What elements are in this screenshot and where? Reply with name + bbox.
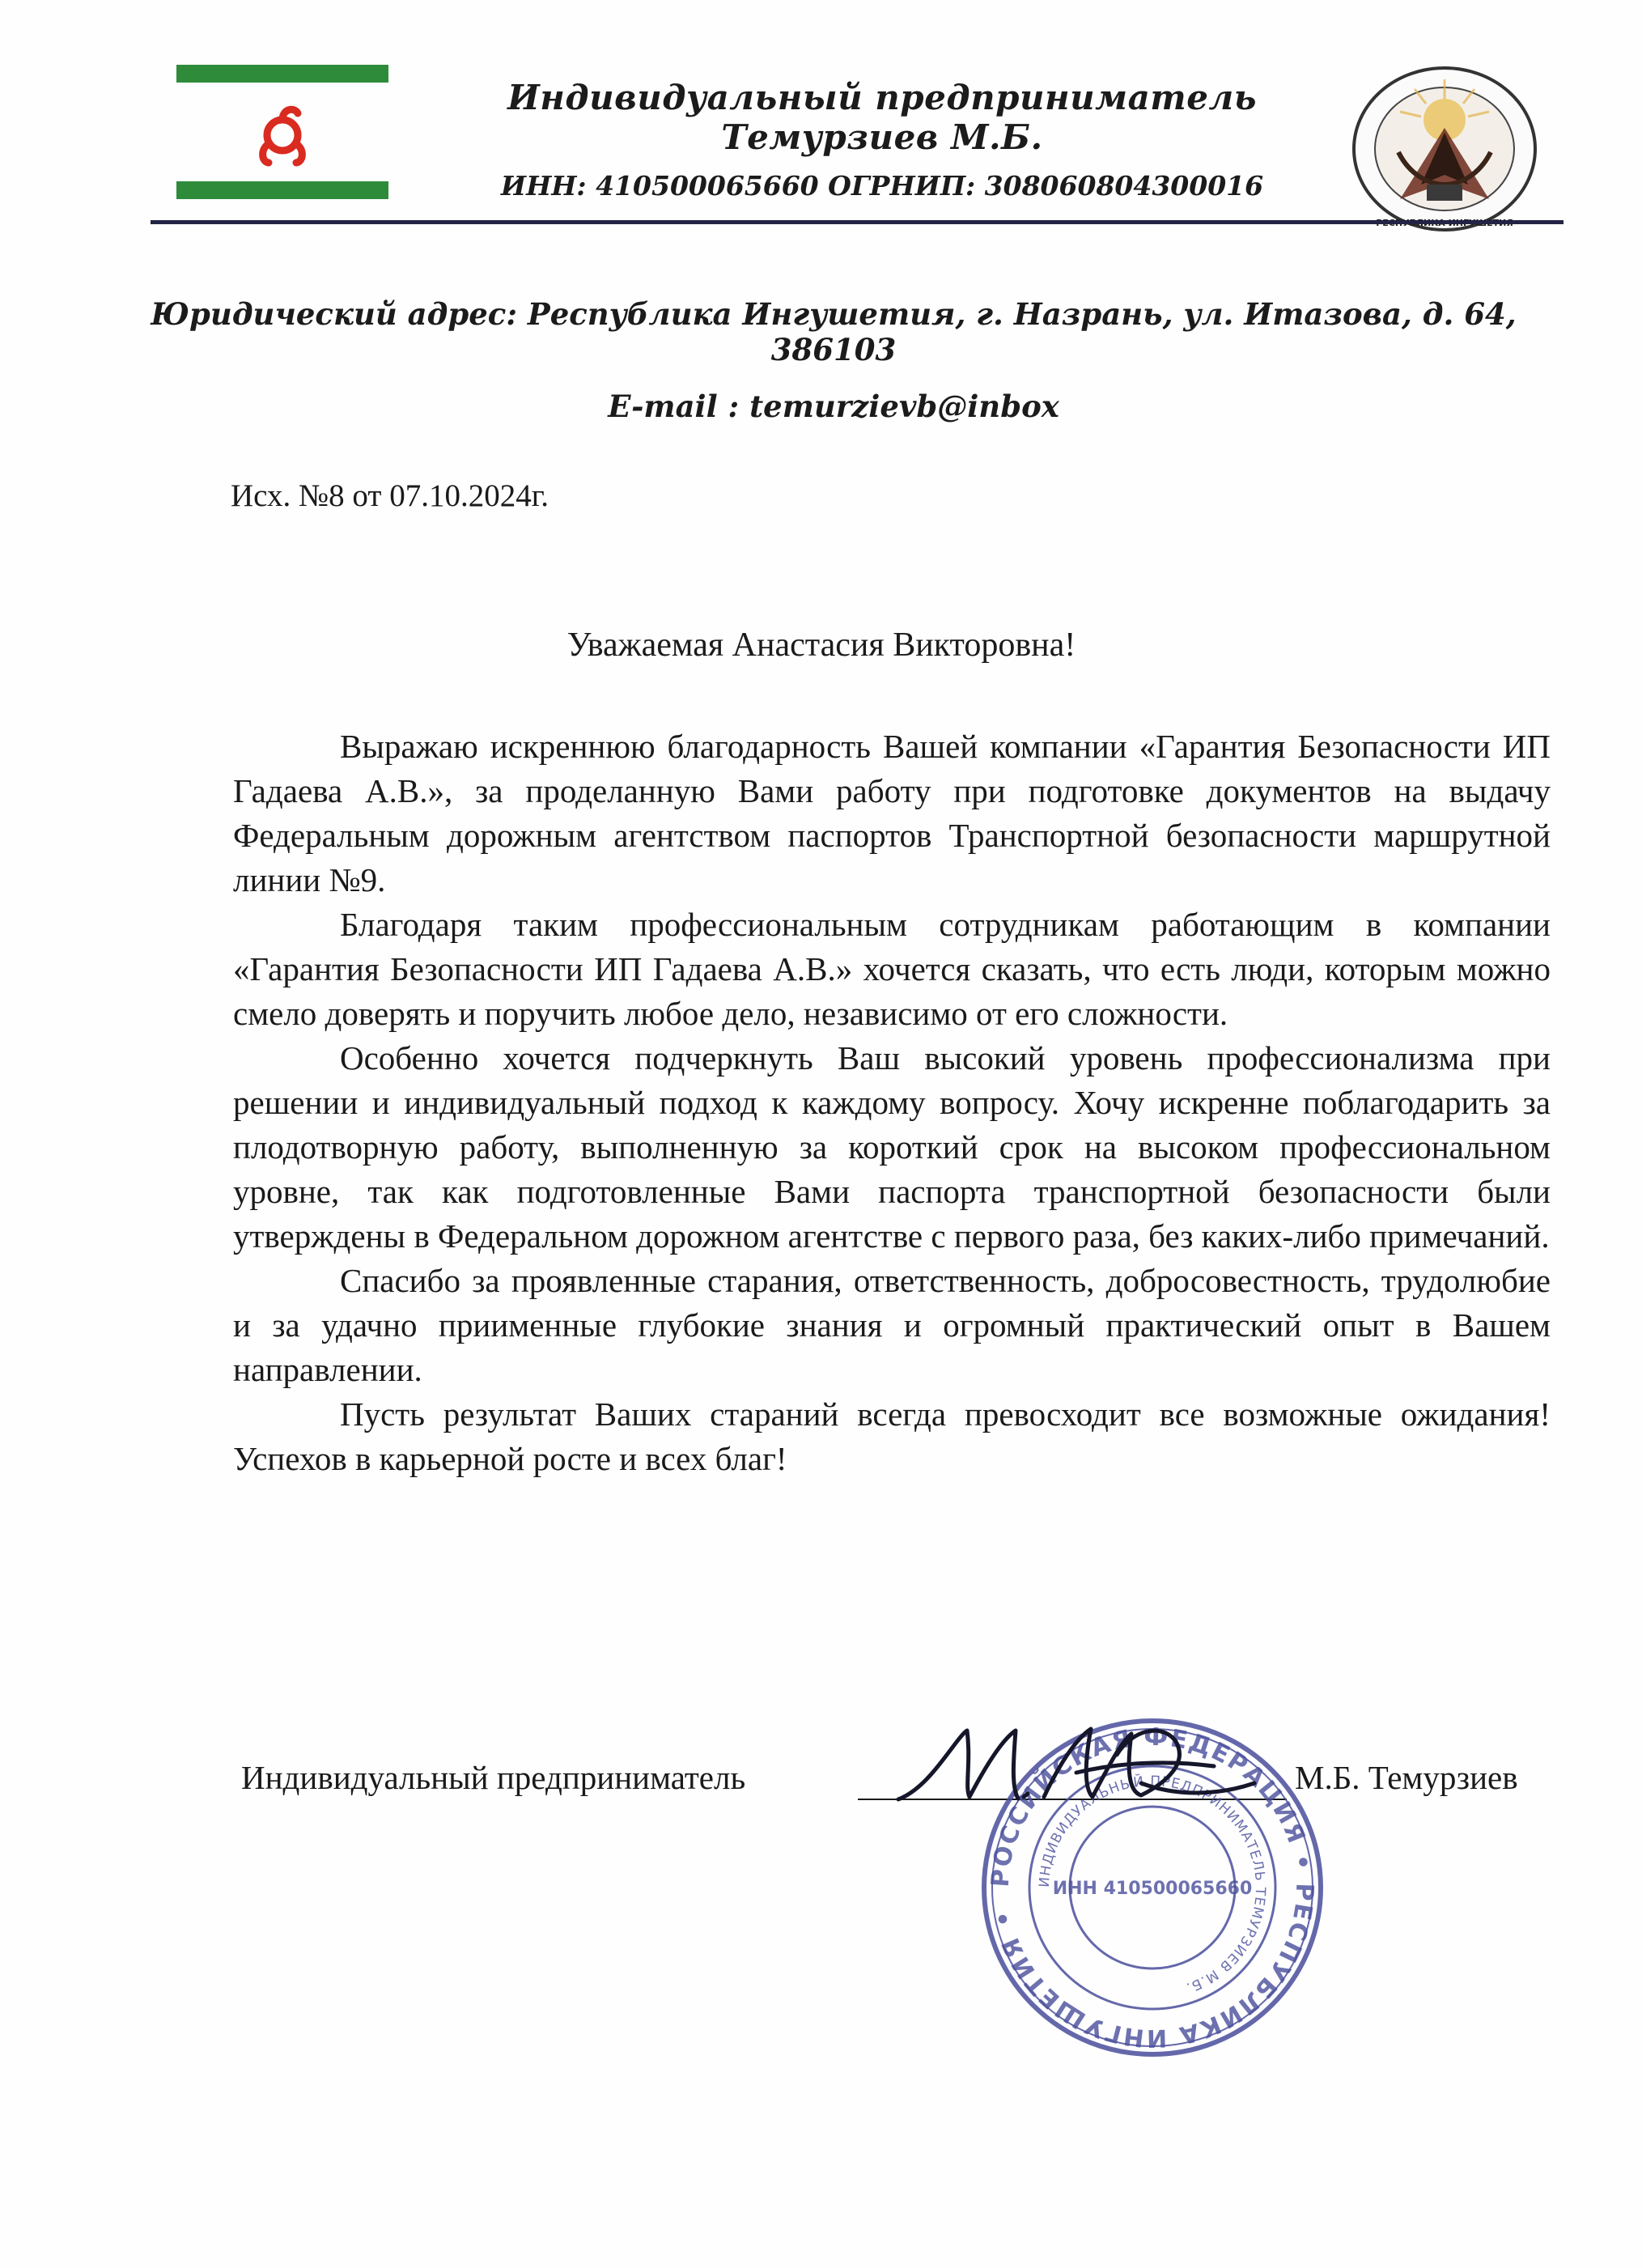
- flag-solar-sign: [263, 109, 303, 163]
- flag-bottom-stripe: [176, 181, 388, 199]
- handwritten-signature-icon: [874, 1706, 1327, 1828]
- stamp-outer-text: РОССИЙСКАЯ ФЕДЕРАЦИЯ • РЕСПУБЛИКА ИНГУШЕТИЯ •: [986, 1722, 1319, 2053]
- body-paragraph: Выражаю искреннюю благодарность Вашей компании «Гарантия Безопасности ИП Гадаева А.В.», за проделанную Вами работу при подготовке документов на выдачу Федеральным дорожным агентством паспортов Транспортной безопасности маршрутной линии №9.: [233, 728, 1551, 898]
- signer-title: Индивидуальный предприниматель: [241, 1759, 746, 1796]
- ingushetia-coat-of-arms-icon: [1350, 63, 1539, 235]
- email-address[interactable]: E-mail : temurzievb@inbox: [608, 389, 1059, 424]
- header-divider: [151, 220, 1564, 224]
- stamp-center-text: ИНН 410500065660: [1052, 1879, 1253, 1899]
- body-paragraph: Благодаря таким профессиональным сотрудникам работающим в компании «Гарантия Безопасности ИП Гадаева А.В.» хочется сказать, что есть люди, которым можно смело доверять и поручить любое дело, независимо от его сложности.: [233, 906, 1551, 1032]
- signer-name: М.Б. Темурзиев: [1295, 1759, 1518, 1796]
- outgoing-reference: Исх. №8 от 07.10.2024г.: [231, 478, 549, 513]
- letter-body: [233, 724, 1551, 1481]
- body-paragraph: Пусть результат Ваших стараний всегда превосходит все возможные ожидания! Успехов в карьерной росте и всех благ!: [233, 1395, 1551, 1477]
- company-name: Индивидуальный предприниматель Темурзиев М.Б.: [507, 78, 1257, 157]
- legal-address: Юридический адрес: Республика Ингушетия, г. Назрань, ул. Итазова, д. 64, 386103: [151, 296, 1517, 367]
- salutation: Уважаемая Анастасия Викторовна!: [566, 626, 1076, 664]
- stamp-inner-text: ИНДИВИДУАЛЬНЫЙ ПРЕДПРИНИМАТЕЛЬ ТЕМУРЗИЕВ М.Б.: [1036, 1773, 1269, 1996]
- body-paragraph: Спасибо за проявленные старания, ответственность, добросовестность, трудолюбие и за удачно приименные глубокие знания и огромный практический опыт в Вашем направлении.: [233, 1262, 1551, 1388]
- flag-top-stripe: [176, 65, 388, 83]
- body-paragraph: Особенно хочется подчеркнуть Ваш высокий уровень профессионализма при решении и индивидуальный подход к каждому вопросу. Хочу искренне поблагодарить за плодотворную работу, выполненную за короткий срок на высоком профессиональном уровне, так как подготовленные Вами паспорта транспортной безопасности были утверждены в Федеральном дорожном агентстве с первого раза, без каких-либо примечаний.: [233, 1039, 1551, 1255]
- ingushetia-flag-icon: [176, 65, 388, 202]
- company-requisites: ИНН: 410500065660 ОГРНИП: 308060804300016: [500, 170, 1264, 202]
